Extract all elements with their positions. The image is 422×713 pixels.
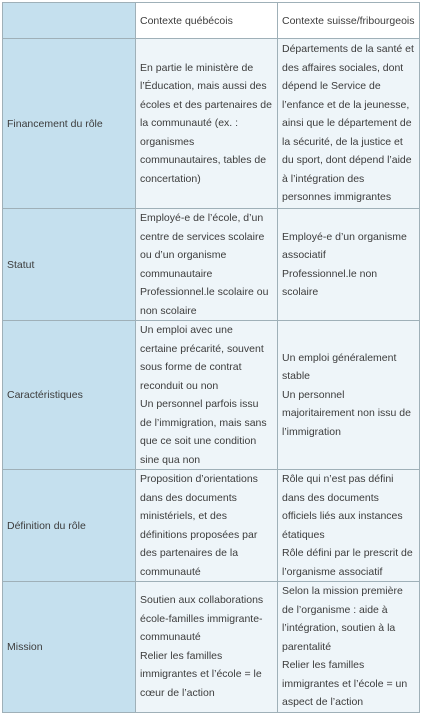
- comparison-table-container: [2, 2, 419, 708]
- cell-text: Départements de la santé et des affaires sociales, dont dépend le Service de l’enfance et de la jeunesse, ainsi que le département de la sécurité, de la justice et du sport, dont dépend l’aide à l’intégration des personnes immigrantes: [282, 43, 414, 204]
- table-row: [3, 470, 420, 582]
- cell-text: Employé-e de l’école, d’un centre de services scolaire ou d’un organisme communautaire: [140, 212, 265, 280]
- cell-quebec-caracteristiques: [136, 321, 278, 470]
- table-row: [3, 321, 420, 470]
- cell-text: Professionnel.le scolaire ou non scolaire: [140, 286, 269, 317]
- cell-text: Proposition d’orientations dans des documents ministériels, et des définitions proposées par des partenaires de la communauté: [140, 473, 258, 578]
- cell-text: Rôle qui n’est pas défini dans des documents officiels liés aux instances étatiques: [282, 473, 403, 541]
- cell-text: Soutien aux collaborations école-familles immigrante-communauté: [140, 594, 264, 644]
- cell-quebec-statut: [136, 209, 278, 321]
- cell-text: Professionnel.le non scolaire: [282, 267, 378, 298]
- cell-text: Relier les familles immigrantes et l’école = un aspect de l’action: [282, 659, 408, 708]
- header-row: [3, 3, 420, 39]
- cell-text: Un emploi avec une certaine précarité, souvent sous forme de contrat reconduit ou non: [140, 324, 264, 392]
- cell-text: Un personnel parfois issu de l’immigration, mais sans que ce soit une condition sine qua non: [140, 398, 267, 466]
- table-row: [3, 209, 420, 321]
- header-suisse: Contexte suisse/fribourgeois: [278, 3, 420, 39]
- header-quebec: Contexte québécois: [136, 3, 278, 39]
- row-label-statut: Statut: [3, 209, 136, 321]
- cell-quebec-definition: [136, 470, 278, 582]
- cell-text: Un personnel majoritairement non issu de l’immigration: [282, 388, 411, 438]
- cell-text: En partie le ministère de l’Éducation, mais aussi des écoles et des partenaires de la communauté (ex. : organismes communautaires, tables de concertation): [140, 61, 272, 185]
- table-row: [3, 582, 420, 713]
- cell-suisse-statut: [278, 209, 420, 321]
- cell-quebec-mission: [136, 582, 278, 713]
- row-label-caracteristiques: Caractéristiques: [3, 321, 136, 470]
- table-row: [3, 39, 420, 209]
- row-label-definition: Définition du rôle: [3, 470, 136, 582]
- row-label-financement: Financement du rôle: [3, 39, 136, 209]
- cell-suisse-financement: [278, 39, 420, 209]
- cell-text: Un emploi généralement stable: [282, 351, 397, 383]
- cell-text: Relier les familles immigrantes et l’école = le cœur de l’action: [140, 649, 262, 699]
- header-corner: [3, 3, 136, 39]
- comparison-table: [2, 2, 420, 713]
- cell-suisse-caracteristiques: [278, 321, 420, 470]
- cell-text: Employé-e d’un organisme associatif: [282, 230, 407, 261]
- cell-suisse-definition: [278, 470, 420, 582]
- cell-text: Rôle défini par le prescrit de l’organisme associatif: [282, 547, 413, 578]
- cell-text: Selon la mission première de l’organisme : aide à l’intégration, soutien à la parentalité: [282, 585, 403, 653]
- cell-suisse-mission: [278, 582, 420, 713]
- row-label-mission: Mission: [3, 582, 136, 713]
- cell-quebec-financement: [136, 39, 278, 209]
